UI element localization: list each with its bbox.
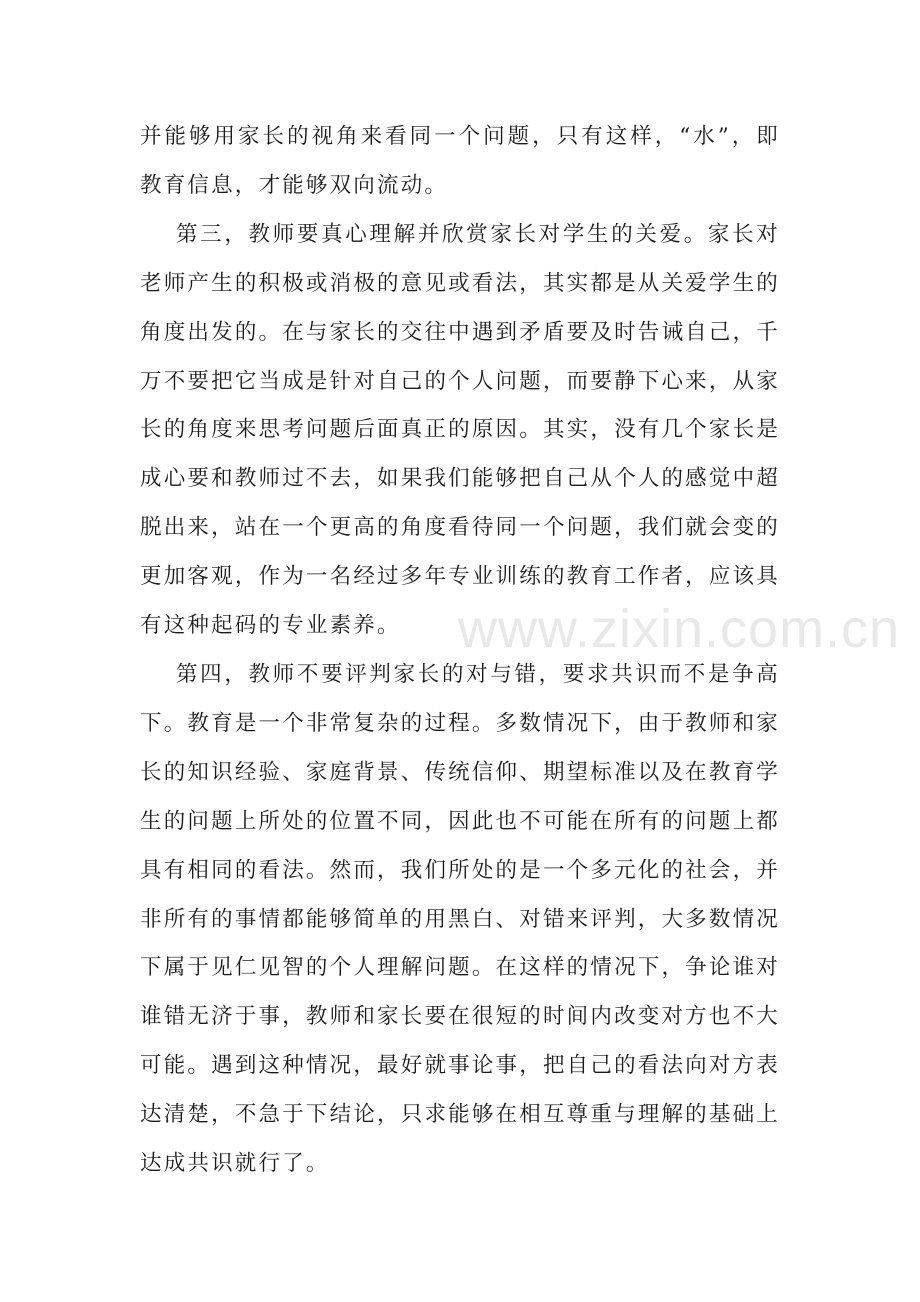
body-text bbox=[140, 113, 780, 1189]
paragraph-point-three: 第三，教师要真心理解并欣赏家长对学生的关爱。家长对老师产生的积极或消极的意见或看法，其实都是从关爱学生的角度出发的。在与家长的交往中遇到矛盾要及时告诫自己，千万不要把它当成是针对自己的个人问题，而要静下心来，从家长的角度来思考问题后面真正的原因。其实，没有几个家长是成心要和教师过不去，如果我们能够把自己从个人的感觉中超脱出来，站在一个更高的角度看待同一个问题，我们就会变的更加客观，作为一名经过多年专业训练的教育工作者，应该具有这种起码的专业素养。 bbox=[140, 221, 780, 639]
paragraph-point-four: 第四，教师不要评判家长的对与错，要求共识而不是争高下。教育是一个非常复杂的过程。多数情况下，由于教师和家长的知识经验、家庭背景、传统信仰、期望标准以及在教育学生的问题上所处的位置不同，因此也不可能在所有的问题上都具有相同的看法。然而，我们所处的是一个多元化的社会，并非所有的事情都能够简单的用黑白、对错来评判，大多数情况下属于见仁见智的个人理解问题。在这样的情况下，争论谁对谁错无济于事，教师和家长要在很短的时间内改变对方也不大可能。遇到这种情况，最好就事论事，把自己的看法向对方表达清楚，不急于下结论，只求能够在相互尊重与理解的基础上达成共识就行了。 bbox=[140, 661, 780, 1177]
paragraph-continuation: 并能够用家长的视角来看同一个问题，只有这样，“水”，即教育信息，才能够双向流动。 bbox=[140, 124, 780, 198]
watermark: www.zixin.com.cn bbox=[458, 599, 901, 659]
